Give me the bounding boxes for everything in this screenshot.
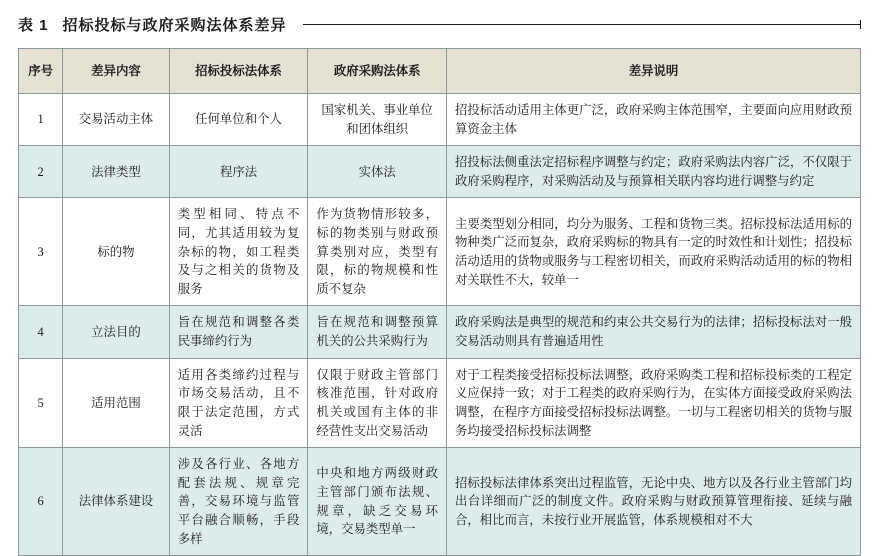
cell-description: 对于工程类接受招标投标法调整，政府采购类工程和招标投标类的工程定义应保持一致；对于工程类的政府采购行为，在实体方面接受政府采购法调整，在程序方面接受招标投标法调整。一切与工程密切相关的货物与服务均接受招标投标法调整: [447, 358, 861, 447]
cell-gov-system: 国家机关、事业单位和团体组织: [308, 94, 447, 146]
table-header-row: [19, 49, 861, 94]
table-row: [19, 448, 861, 556]
column-header-description: 差异说明: [447, 49, 861, 94]
table-caption-label: 表 1: [18, 16, 49, 34]
column-header-topic: 差异内容: [63, 49, 170, 94]
table-row: [19, 198, 861, 306]
cell-gov-system: 仅限于财政主管部门核准范围，针对政府机关或国有主体的非经营性支出交易活动: [308, 358, 447, 447]
table-header: [19, 49, 861, 94]
cell-gov-system: 旨在规范和调整预算机关的公共采购行为: [308, 306, 447, 358]
cell-description: 政府采购法是典型的规范和约束公共交易行为的法律；招标投标法对一般交易活动则具有普遍适用性: [447, 306, 861, 358]
cell-bid-system: 任何单位和个人: [169, 94, 308, 146]
cell-description: 主要类型划分相同，均分为服务、工程和货物三类。招标投标法适用标的物种类广泛而复杂，政府采购标的物具有一定的时效性和计划性；招投标活动适用的货物或服务与工程密切相关，而政府采购活动适用的标的物相对关联性不大，较单一: [447, 198, 861, 306]
cell-gov-system: 作为货物情形较多，标的物类别与财政预算类别对应，类型有限，标的物规模和性质不复杂: [308, 198, 447, 306]
cell-bid-system: 适用各类缔约过程与市场交易活动，且不限于法定范围，方式灵活: [169, 358, 308, 447]
cell-bid-system: 旨在规范和调整各类民事缔约行为: [169, 306, 308, 358]
cell-no: 2: [19, 146, 63, 198]
column-header-bid-system: 招标投标法体系: [169, 49, 308, 94]
cell-bid-system: 类型相同、特点不同，尤其适用较为复杂标的物，如工程类及与之相关的货物及服务: [169, 198, 308, 306]
caption-rule: [303, 24, 861, 25]
table-row: [19, 306, 861, 358]
cell-description: 招投标法侧重法定招标程序调整与约定；政府采购法内容广泛，不仅限于政府采购程序，对采购活动及与预算相关联内容均进行调整与约定: [447, 146, 861, 198]
table-row: [19, 94, 861, 146]
column-header-no: 序号: [19, 49, 63, 94]
table-caption-title: 招标投标与政府采购法体系差异: [62, 16, 287, 34]
comparison-table: [18, 48, 861, 556]
column-header-gov-system: 政府采购法体系: [308, 49, 447, 94]
cell-description: 招投标活动适用主体更广泛，政府采购主体范围窄，主要面向应用财政预算资金主体: [447, 94, 861, 146]
cell-topic: 法律类型: [63, 146, 170, 198]
cell-topic: 适用范围: [63, 358, 170, 447]
cell-topic: 法律体系建设: [63, 448, 170, 556]
cell-no: 3: [19, 198, 63, 306]
cell-gov-system: 中央和地方两级财政主管部门颁布法规、规章，缺乏交易环境，交易类型单一: [308, 448, 447, 556]
cell-no: 4: [19, 306, 63, 358]
cell-description: 招标投标法律体系突出过程监管，无论中央、地方以及各行业主管部门均出台详细而广泛的制度文件。政府采购与财政预算管理衔接、延续与融合，相比而言，未按行业开展监管，体系规模相对不大: [447, 448, 861, 556]
cell-topic: 立法目的: [63, 306, 170, 358]
cell-topic: 交易活动主体: [63, 94, 170, 146]
table-caption: [18, 10, 861, 38]
table-row: [19, 146, 861, 198]
cell-gov-system: 实体法: [308, 146, 447, 198]
cell-no: 5: [19, 358, 63, 447]
table-row: [19, 358, 861, 447]
cell-no: 6: [19, 448, 63, 556]
cell-topic: 标的物: [63, 198, 170, 306]
cell-bid-system: 程序法: [169, 146, 308, 198]
cell-no: 1: [19, 94, 63, 146]
cell-bid-system: 涉及各行业、各地方配套法规、规章完善，交易环境与监管平台融合顺畅，手段多样: [169, 448, 308, 556]
table-body: [19, 94, 861, 556]
